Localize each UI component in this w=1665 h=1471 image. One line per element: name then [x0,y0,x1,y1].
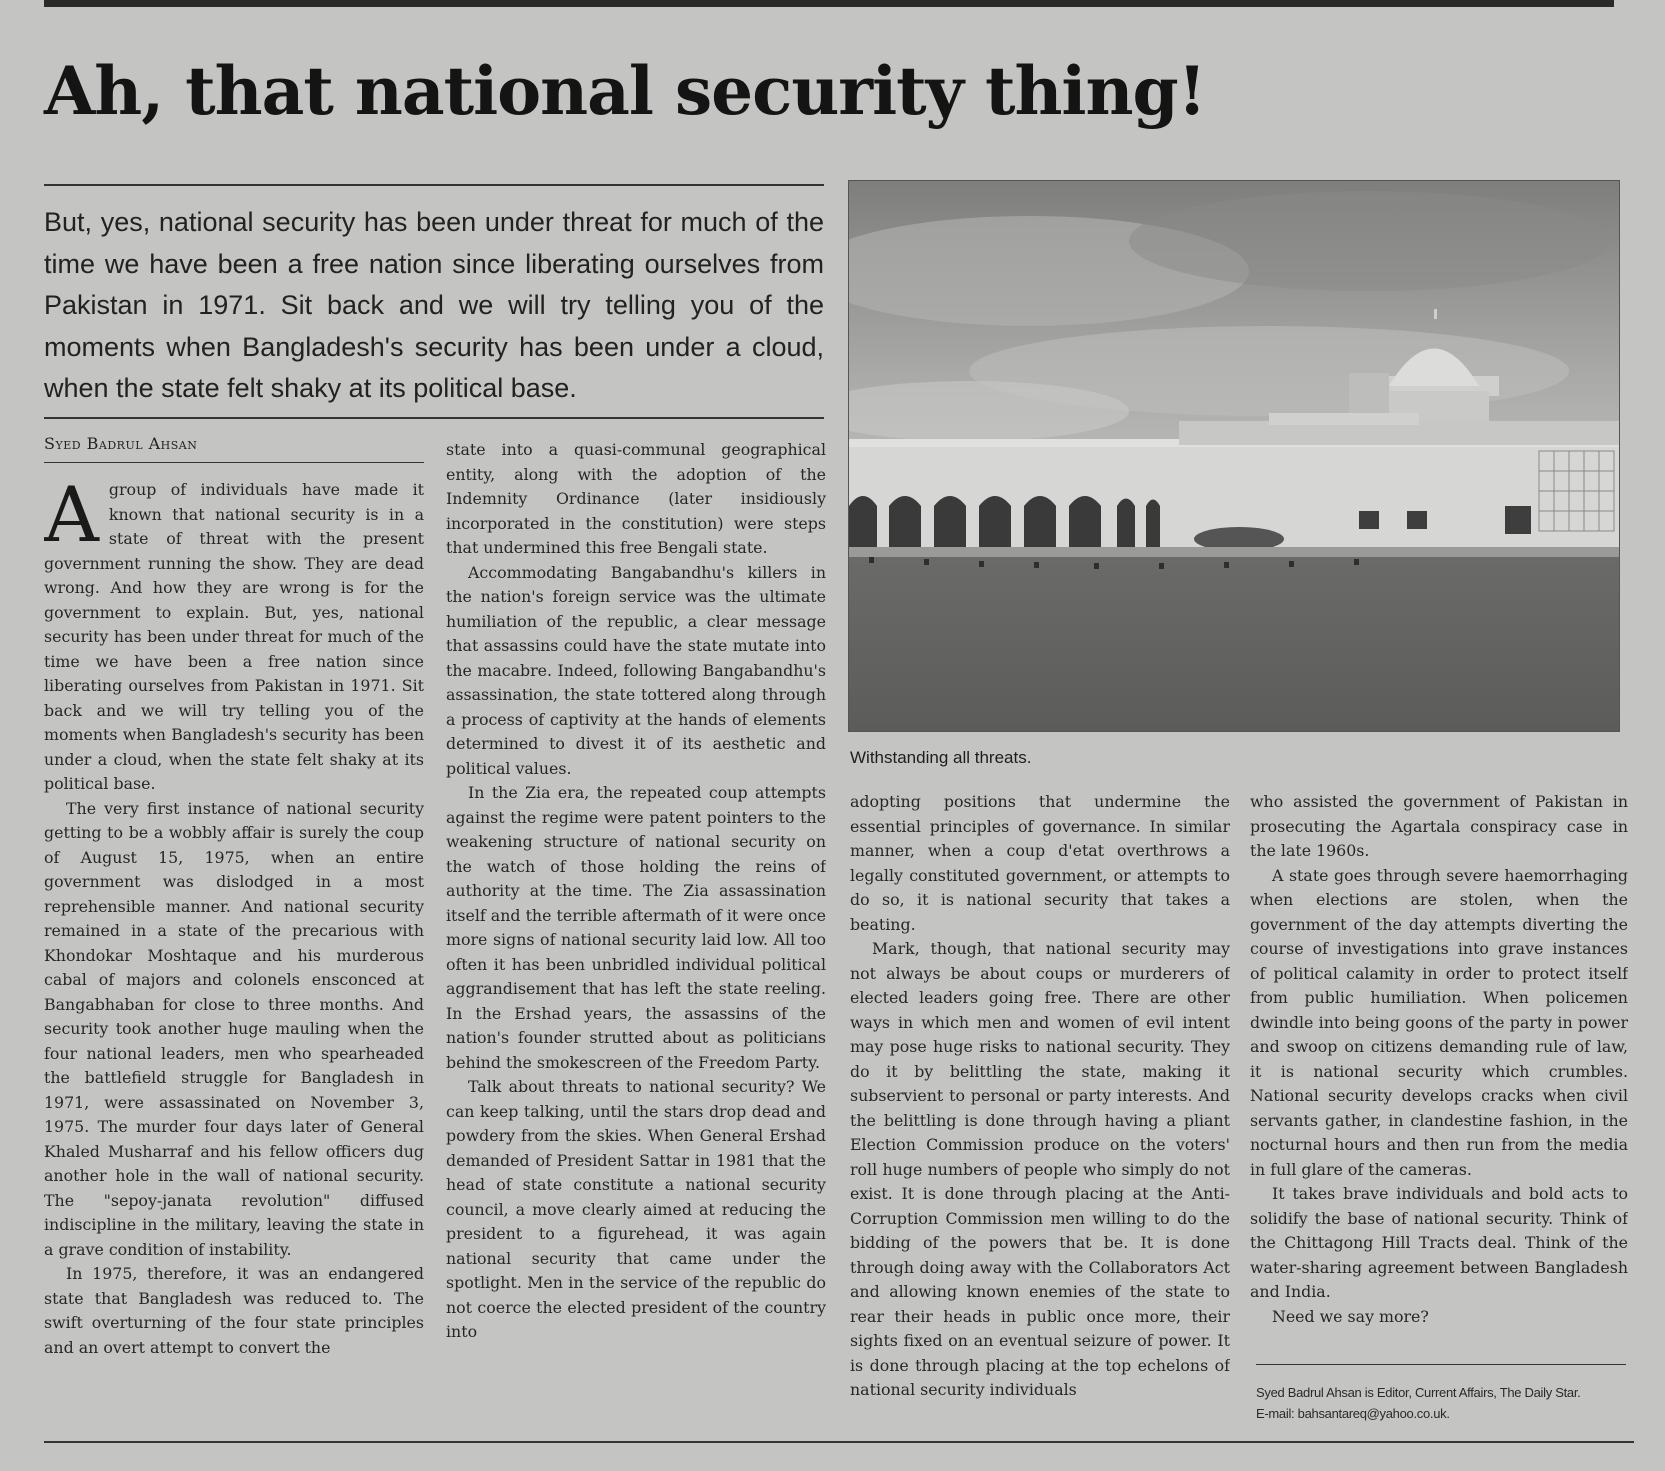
article-paragraph: adopting positions that undermine the essential principles of governance. In similar manner, when a coup d'etat overthrows a legally constituted government, or attempts to do so, it is national security that takes a beating. [850,792,1230,934]
article-column-4 [1250,790,1628,1350]
photo-caption: Withstanding all threats. [850,748,1032,767]
article-paragraph: Mark, though, that national security may not always be about coups or murderers of elected leaders going free. There are other ways in which men and women of evil intent may pose huge risks to national security. They do it by belittling the state, making it subservient to personal or party interests. And the belittling is done through having a pliant Election Commission produce on the voters' roll huge numbers of people who simply do not exist. It is done through placing at the Anti-Corruption Commission men willing to do the bidding of the powers that be. It is done through doing away with the Collaborators Act and allowing known enemies of the state to rear their heads in public once more, their sights fixed on an eventual seizure of power. It is done through placing at the top echelons of national security individuals [850,939,1230,1399]
article-paragraph: state into a quasi-communal geographical entity, along with the adoption of the Indemnity Ordinance (later insidiously incorporated in the constitution) were steps that undermined this free Bengali state. [446,440,826,557]
article-paragraph: A state goes through severe haemorrhaging when elections are stolen, when the government of the day attempts diverting the course of investigations into grave instances of political calamity in order to protect itself from public humiliation. When policemen dwindle into being goons of the party in power and swoop on citizens demanding rule of law, it is national security which crumbles. National security develops cracks when civil servants gather, in clandestine fashion, in the nocturnal hours and then run from the media in full glare of the cameras. [1250,865,1628,1179]
article-paragraph: In 1975, therefore, it was an endangered state that Bangladesh was reduced to. The swift overturning of the four state principles and an overt attempt to convert the [44,1264,424,1357]
article-photo [848,180,1620,732]
bottom-rule [44,1441,1634,1443]
drop-cap: A [44,478,99,559]
article-paragraph: It takes brave individuals and bold acts to solidify the base of national security. Think of the Chittagong Hill Tracts deal. Think of the water-sharing agreement between Bangladesh and India. [1250,1184,1628,1301]
article-paragraph: Talk about threats to national security? We can keep talking, until the stars drop dead and powdery from the skies. When General Ershad demanded of President Sattar in 1981 that the head of state constitute a national security council, a move clearly aimed at reducing the president to a figurehead, it was again national security that came under the spotlight. Men in the service of the republic do not coerce the elected president of the country into [446,1077,826,1341]
article-paragraph: The very first instance of national security getting to be a wobbly affair is surely the coup of August 15, 1975, when an entire government was dislodged in a most reprehensible manner. And national security remained in a state of the precarious with Khondokar Moshtaque and his murderous cabal of majors and colonels ensconced at Bangabhaban for close to three months. And security took another huge mauling when the four national leaders, men who spearheaded the battlefield struggle for Bangladesh in 1971, were assassinated on November 3, 1975. The murder four days later of General Khaled Musharraf and his fellow officers dug another hole in the wall of national security. The "sepoy-janata revolution" diffused indiscipline in the military, leaving the state in a grave condition of instability. [44,798,424,1259]
article-paragraph [44,478,424,797]
top-border [44,0,1614,7]
article-paragraph: In the Zia era, the repeated coup attempts against the regime were patent pointers to the weakening structure of national security on the watch of those holding the reins of authority at the time. The Zia assassination itself and the terrible aftermath of it were once more signs of national security laid low. All too often it has been unbridled individual political aggrandisement that has left the state reeling. In the Ershad years, the assassins of the nation's founder strutted about as politicians behind the smokescreen of the Freedom Party. [446,783,826,1072]
author-bio: Syed Badrul Ahsan is Editor, Current Affairs, The Daily Star. [1256,1385,1581,1400]
article-column-1 [44,478,424,1436]
article-column-2 [446,438,826,1436]
footnote-rule [1256,1364,1626,1365]
standfirst-bottom-rule [44,417,824,419]
article-paragraph: Accommodating Bangabandhu's killers in the nation's foreign service was the ultimate humiliation of the republic, a clear message that assassins could have the state mutate into the macabre. Indeed, following Bangabandhu's assassination, the state tottered along through a process of captivity at the hands of elements determined to divest it of its aesthetic and political values. [446,562,826,778]
author-footnote [1256,1382,1626,1424]
article-paragraph: Need we say more? [1272,1306,1429,1326]
article-column-3 [850,790,1230,1436]
byline-rule [44,462,424,463]
article-paragraph: who assisted the government of Pakistan in prosecuting the Agartala conspiracy case in the late 1960s. [1250,792,1628,860]
author-email[interactable]: E-mail: bahsantareq@yahoo.co.uk. [1256,1406,1450,1421]
standfirst-top-rule [44,184,824,186]
standfirst: But, yes, national security has been under threat for much of the time we have been a free nation since liberating ourselves from Pakistan in 1971. Sit back and we will try telling you of the moments when Bangladesh's security has been under a cloud, when the state felt shaky at its political base. [44,207,824,403]
headline: Ah, that national security thing! [44,52,1206,130]
paragraph-text: group of individuals have made it known that national security is in a state of threat with the present government running the show. They are dead wrong. And how they are wrong is for the government to explain. But, yes, national security has been under threat for much of the time we have been a free nation since liberating ourselves from Pakistan in 1971. Sit back and we will try telling you of the moments when Bangladesh's security has been under a cloud, when the state felt shaky at its political base. [44,480,424,793]
byline: Syed Badrul Ahsan [44,434,198,453]
building-illustration [849,181,1619,731]
